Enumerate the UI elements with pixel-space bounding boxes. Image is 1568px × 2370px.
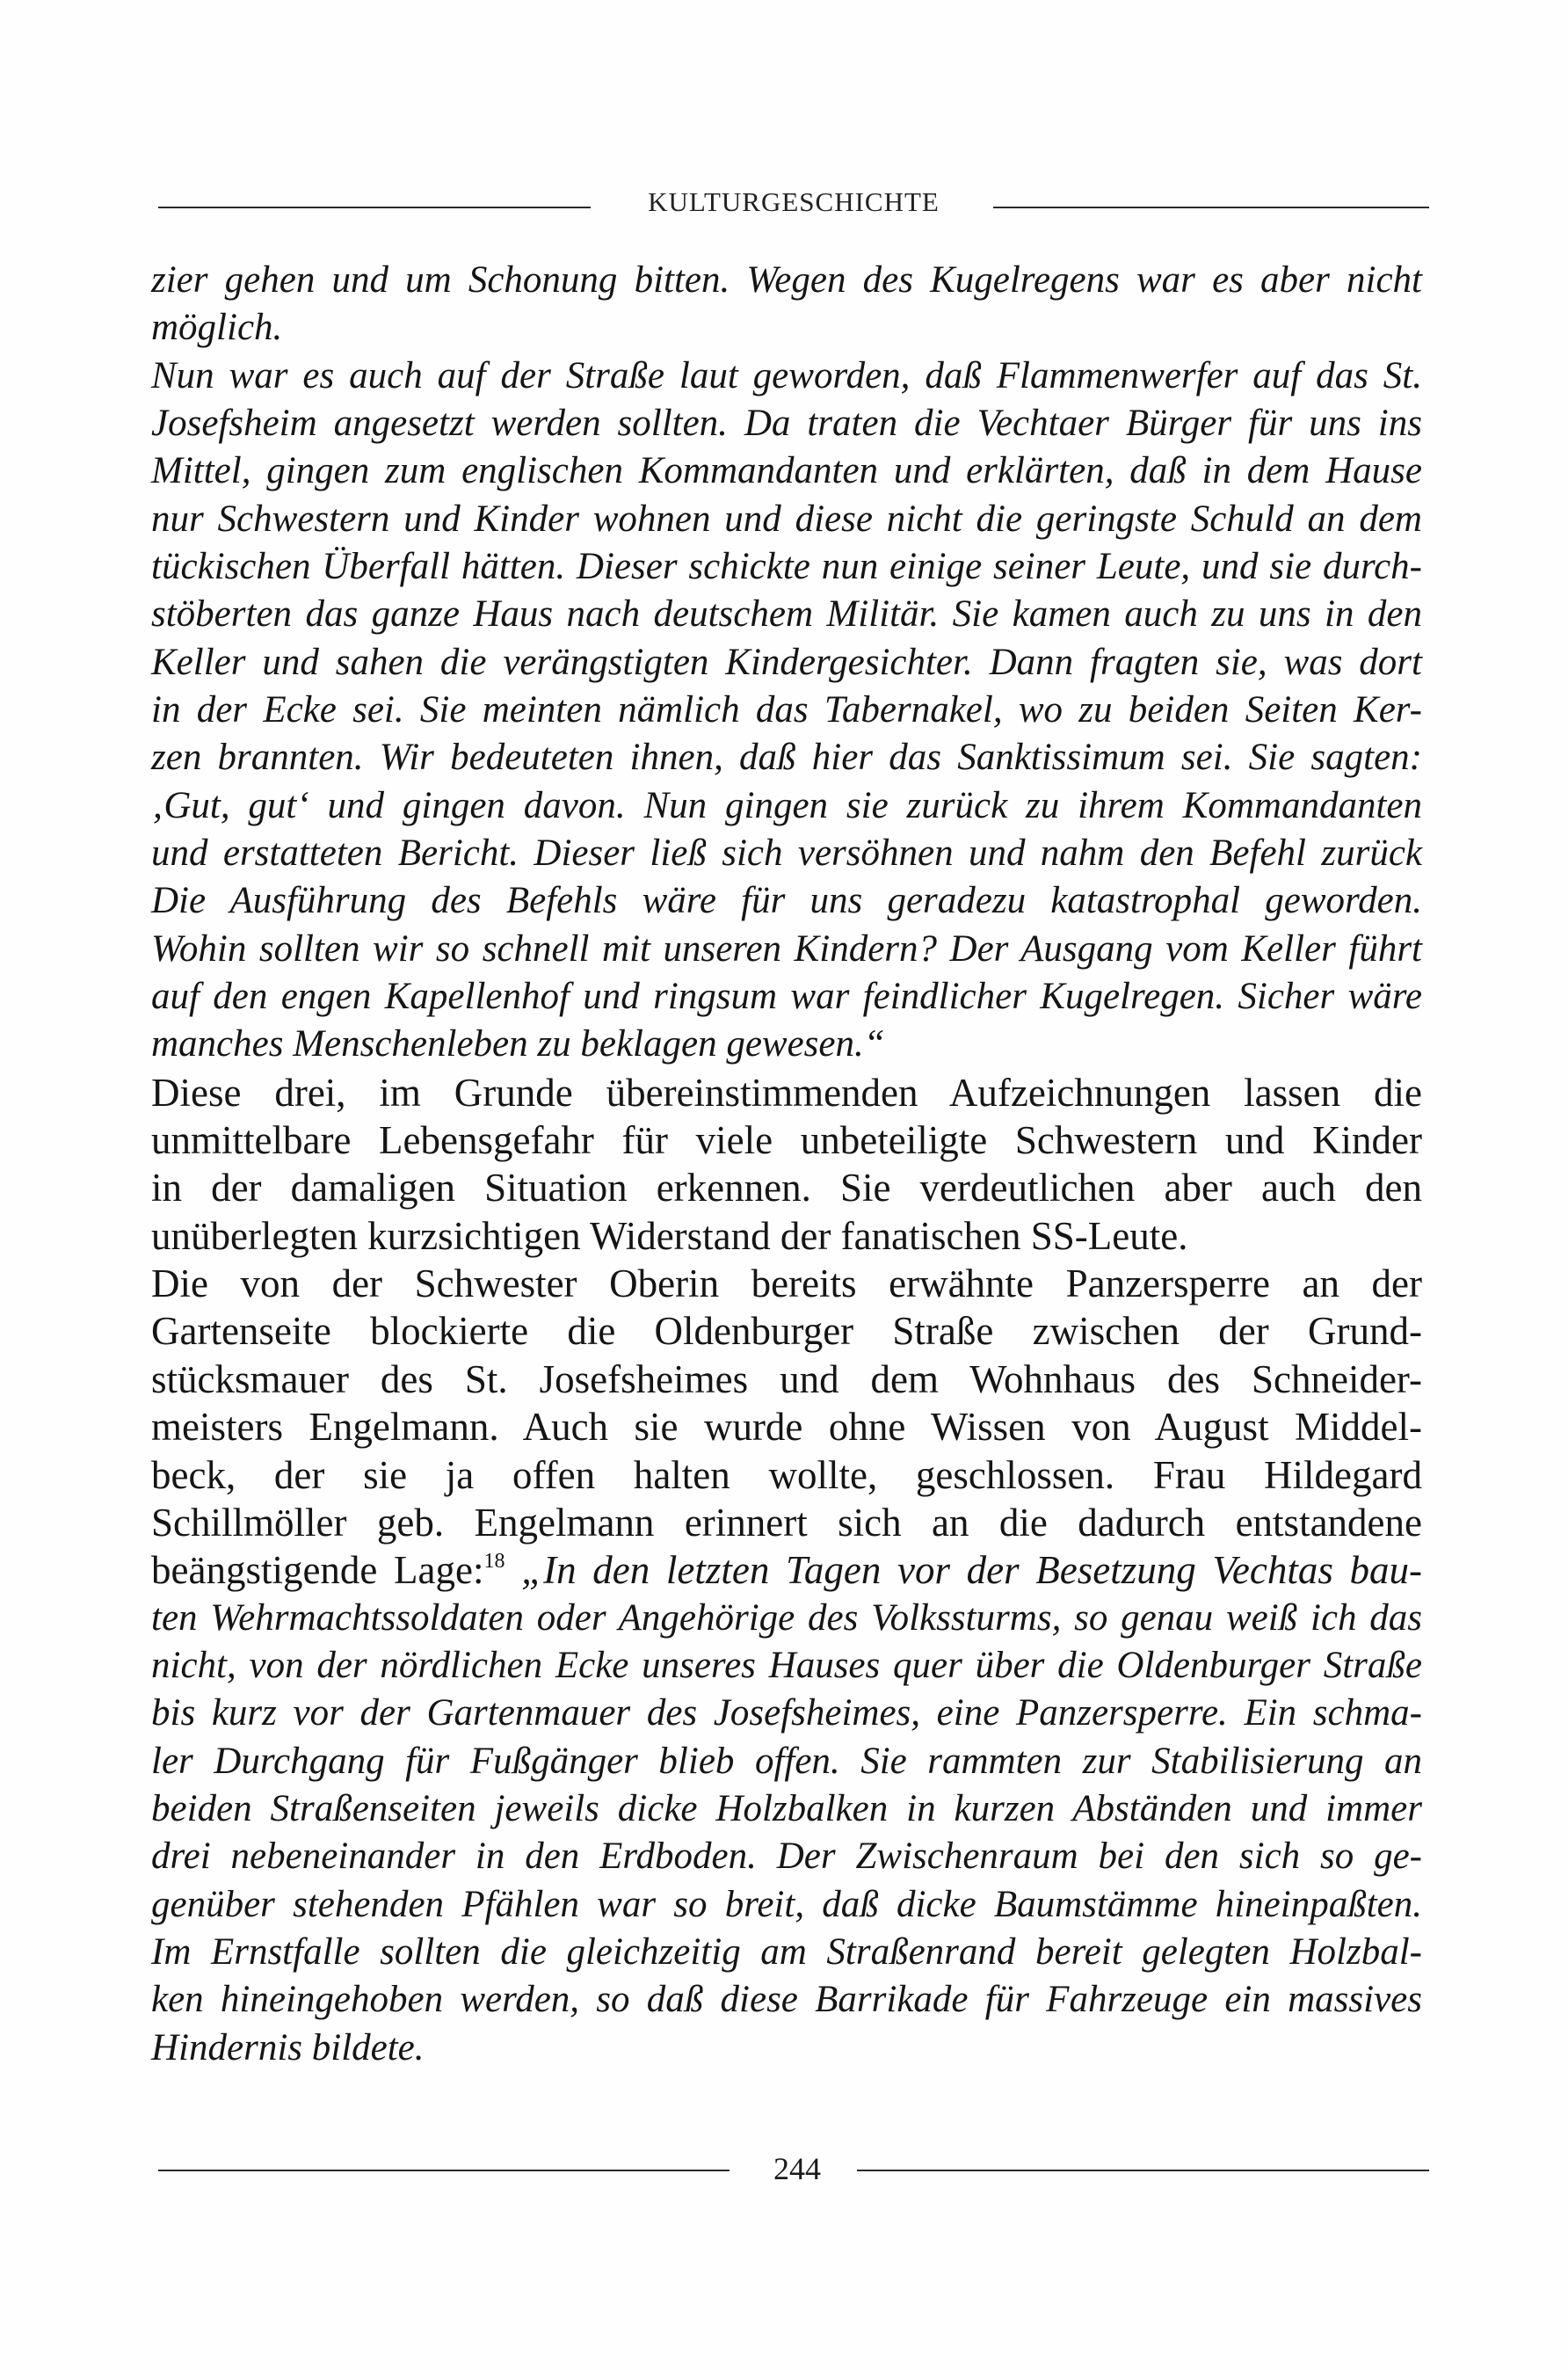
text-line: möglich. bbox=[151, 307, 283, 349]
text-line: ken hineingehoben werden, so daß diese Barrikade für Fahrzeuge ein massives bbox=[151, 1979, 1422, 2021]
text-line: Gartenseite blockierte die Oldenburger Straße zwischen der Grund- bbox=[151, 1309, 1422, 1354]
text-line: unmittelbare Lebensgefahr für viele unbeteiligte Schwestern und Kinder bbox=[151, 1118, 1422, 1163]
text-line: zen brannten. Wir bedeuteten ihnen, daß hier das Sanktissimum sei. Sie sagten: bbox=[151, 737, 1422, 779]
text-line: Mittel, gingen zum englischen Kommandanten und erklärten, daß in dem Hause bbox=[151, 450, 1422, 492]
text-line: genüber stehenden Pfählen war so breit, daß dicke Baumstämme hineinpaßten. bbox=[151, 1883, 1422, 1925]
text-line: unüberlegten kurzsichtigen Widerstand der fanatischen SS-Leute. bbox=[151, 1213, 1188, 1258]
text-line: beiden Straßenseiten jeweils dicke Holzbalken in kurzen Abständen und immer bbox=[151, 1787, 1422, 1829]
text-line: drei nebeneinander in den Erdboden. Der Zwischenraum bei den sich so ge- bbox=[151, 1836, 1422, 1878]
text-line: bis kurz vor der Gartenmauer des Josefsheimes, eine Panzersperre. Ein schma- bbox=[151, 1692, 1422, 1734]
text-line: ‚Gut, gut‘ und gingen davon. Nun gingen sie zurück zu ihrem Kommandanten bbox=[151, 784, 1422, 826]
footer-rule-right bbox=[857, 2170, 1429, 2171]
page-footer bbox=[158, 2147, 1429, 2191]
text-italic-quote-segment: „In den letzten Tagen vor der Besetzung Vechtas bau- bbox=[505, 1548, 1422, 1593]
page-number: 244 bbox=[773, 2151, 821, 2186]
text-line: ten Wehrmachtssoldaten oder Angehörige des Volkssturms, so genau weiß ich das bbox=[151, 1596, 1422, 1639]
text-line: tückischen Überfall hätten. Dieser schickte nun einige seiner Leute, und sie durch- bbox=[151, 546, 1422, 588]
text-line: Josefsheim angesetzt werden sollten. Da traten die Vechtaer Bürger für uns ins bbox=[151, 403, 1422, 445]
text-line: Die Ausführung des Befehls wäre für uns geradezu katastrophal geworden. bbox=[151, 880, 1422, 922]
footnote-marker: 18 bbox=[483, 1550, 505, 1574]
text-line: beck, der sie ja offen halten wollte, geschlossen. Frau Hildegard bbox=[151, 1452, 1422, 1497]
text-line: nur Schwestern und Kinder wohnen und diese nicht die geringste Schuld an dem bbox=[151, 498, 1422, 540]
running-title bbox=[158, 183, 1429, 222]
text-line: in der Ecke sei. Sie meinten nämlich das Tabernakel, wo zu beiden Seiten Ker- bbox=[151, 689, 1422, 731]
text-line: ler Durchgang für Fußgänger blieb offen. Sie rammten zur Stabilisierung an bbox=[151, 1740, 1422, 1782]
text-line: Diese drei, im Grunde übereinstimmenden Aufzeichnungen lassen die bbox=[151, 1070, 1422, 1115]
text-line: Schillmöller geb. Engelmann erinnert sich an die dadurch entstandene bbox=[151, 1500, 1422, 1545]
text-line: auf den engen Kapellenhof und ringsum war feindlicher Kugelregen. Sicher wäre bbox=[151, 976, 1422, 1018]
text-line: manches Menschenleben zu beklagen gewesen.“ bbox=[151, 1023, 885, 1065]
text-line: Nun war es auch auf der Straße laut geworden, daß Flammenwerfer auf das St. bbox=[151, 354, 1422, 396]
text-line: Wohin sollten wir so schnell mit unseren Kindern? Der Ausgang vom Keller führt bbox=[151, 927, 1422, 970]
running-header bbox=[158, 183, 1429, 222]
text-roman-segment: beängstigende Lage: bbox=[151, 1548, 484, 1593]
text-line: Die von der Schwester Oberin bereits erwähnte Panzersperre an der bbox=[151, 1261, 1422, 1306]
footer-rule-left bbox=[158, 2170, 730, 2171]
running-title-text: KULTURGESCHICHTE bbox=[642, 186, 945, 217]
text-line: meisters Engelmann. Auch sie wurde ohne Wissen von August Middel- bbox=[151, 1405, 1422, 1450]
text-line: Keller und sahen die verängstigten Kindergesichter. Dann fragten sie, was dort bbox=[151, 641, 1422, 683]
text-line: Hindernis bildete. bbox=[151, 2026, 425, 2068]
text-line: zier gehen und um Schonung bitten. Wegen des Kugelregens war es aber nicht bbox=[151, 259, 1422, 301]
text-line: in der damaligen Situation erkennen. Sie verdeutlichen aber auch den bbox=[151, 1166, 1422, 1210]
text-line: nicht, von der nördlichen Ecke unseres Hauses quer über die Oldenburger Straße bbox=[151, 1644, 1422, 1686]
text-line: Im Ernstfalle sollten die gleichzeitig am Straßenrand bereit gelegten Holzbal- bbox=[151, 1930, 1422, 1973]
text-line bbox=[151, 1545, 1422, 1595]
text-line: stöberten das ganze Haus nach deutschem Militär. Sie kamen auch zu uns in den bbox=[151, 593, 1422, 636]
text-line: stücksmauer des St. Josefsheimes und dem Wohnhaus des Schneider- bbox=[151, 1356, 1422, 1401]
text-line: und erstatteten Bericht. Dieser ließ sich versöhnen und nahm den Befehl zurück bbox=[151, 832, 1422, 875]
